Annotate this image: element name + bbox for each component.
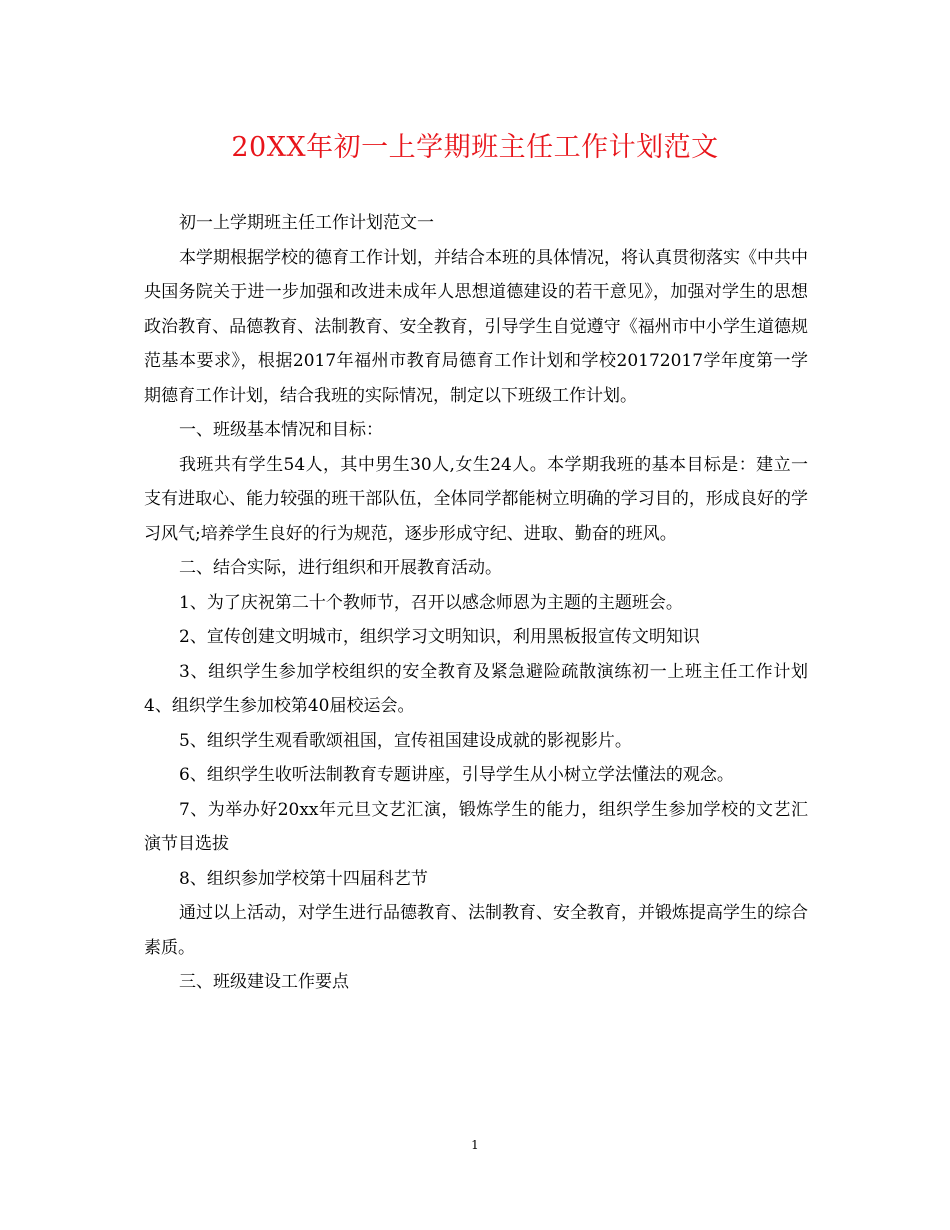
document-title: 20XX年初一上学期班主任工作计划范文 bbox=[231, 132, 719, 163]
list-item: 5、组织学生观看歌颂祖国，宣传祖国建设成就的影视影片。 bbox=[179, 730, 632, 751]
section-heading: 一、班级基本情况和目标： bbox=[179, 420, 383, 440]
list-item: 6、组织学生收听法制教育专题讲座，引导学生从小树立学法懂法的观念。 bbox=[179, 765, 734, 785]
list-item: 7、为举办好20xx年元旦文艺汇演，锻炼学生的能力，组织学生参加学校的文艺汇演节目选拔 bbox=[144, 799, 808, 854]
paragraph: 初一上学期班主任工作计划范文一 bbox=[179, 213, 434, 233]
paragraph: 本学期根据学校的德育工作计划，并结合本班的具体情况，将认真贯彻落实《中共中央国务院关于进一步加强和改进未成年人思想道德建设的若干意见》，加强对学生的思想政治教育、品德教育、法制教育、安全教育，引导学生自觉遵守《福州市中小学生道德规范基本要求》，根据2017年福州市教育局德育工作计划和学校20172017学年度第一学期德育工作计划，结合我班的实际情况，制定以下班级工作计划。 bbox=[144, 247, 808, 406]
list-item: 8、组织参加学校第十四届科艺节 bbox=[179, 868, 428, 889]
section-heading: 三、班级建设工作要点 bbox=[179, 972, 349, 992]
page-number: 1 bbox=[471, 1138, 479, 1152]
section-heading: 二、结合实际，进行组织和开展教育活动。 bbox=[179, 558, 502, 578]
paragraph: 我班共有学生54人，其中男生30人,女生24人。本学期我班的基本目标是：建立一支有进取心、能力较强的班干部队伍，全体同学都能树立明确的学习目的，形成良好的学习风气;培养学生良好的行为规范，逐步形成守纪、进取、勤奋的班风。 bbox=[144, 454, 808, 544]
list-item: 1、为了庆祝第二十个教师节，召开以感念师恩为主题的主题班会。 bbox=[179, 592, 683, 613]
list-item: 3、组织学生参加学校组织的安全教育及紧急避险疏散演练初一上班主任工作计划4、组织学生参加校第40届校运会。 bbox=[144, 661, 808, 716]
list-item: 2、宣传创建文明城市，组织学习文明知识，利用黑板报宣传文明知识 bbox=[179, 627, 700, 647]
document-body bbox=[144, 206, 808, 1000]
paragraph: 通过以上活动，对学生进行品德教育、法制教育、安全教育，并锻炼提高学生的综合素质。 bbox=[144, 903, 808, 958]
